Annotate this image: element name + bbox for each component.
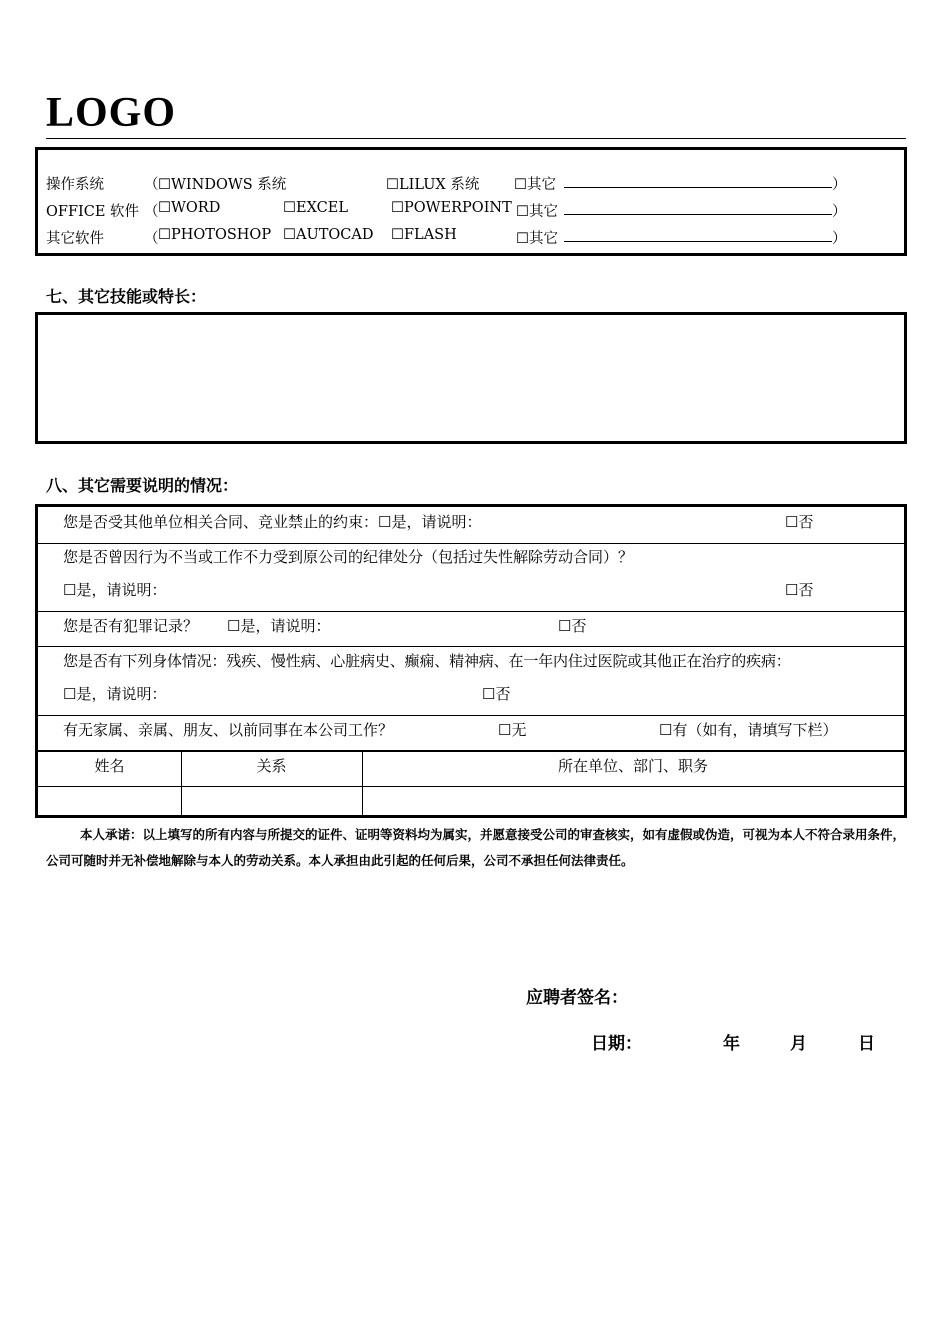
other-other-input[interactable] xyxy=(564,227,832,242)
q3-text: 您是否有犯罪记录？ xyxy=(63,617,199,635)
other-other-checkbox[interactable]: ☐其它 xyxy=(516,231,558,247)
row-divider xyxy=(38,611,904,612)
os-paren-close: ） xyxy=(832,177,847,193)
q3-no-checkbox[interactable]: ☐否 xyxy=(558,617,587,635)
q3-yes-checkbox[interactable]: ☐是，请说明： xyxy=(227,617,331,635)
date-label: 日期： xyxy=(591,1034,642,1054)
q2-text: 您是否曾因行为不当或工作不力受到原公司的纪律处分（包括过失性解除劳动合同）？ xyxy=(63,548,634,566)
os-other-checkbox[interactable]: ☐其它 xyxy=(514,177,556,193)
office-label: OFFICE 软件 xyxy=(46,204,140,220)
other-paren-close: ） xyxy=(832,231,847,247)
row-divider xyxy=(38,646,904,647)
row-divider xyxy=(38,715,904,716)
header-divider xyxy=(46,138,906,139)
q5-no-checkbox[interactable]: ☐无 xyxy=(498,721,527,739)
os-linux-checkbox[interactable]: ☐LILUX 系统 xyxy=(386,177,480,193)
date-month: 月 xyxy=(790,1034,807,1054)
os-windows-checkbox[interactable]: ☐WINDOWS 系统 xyxy=(158,177,287,193)
office-other-checkbox[interactable]: ☐其它 xyxy=(516,204,558,220)
q2-yes-checkbox[interactable]: ☐是，请说明： xyxy=(63,581,167,599)
relative-employer-cell[interactable] xyxy=(362,787,904,815)
other-photoshop-checkbox[interactable]: ☐PHOTOSHOP xyxy=(158,227,272,243)
other-software-label: 其它软件 xyxy=(46,231,104,247)
office-word-checkbox[interactable]: ☐WORD xyxy=(158,200,221,216)
other-flash-checkbox[interactable]: ☐FLASH xyxy=(391,227,457,243)
os-other-input[interactable] xyxy=(564,173,832,188)
signature-label: 应聘者签名： xyxy=(526,988,628,1008)
os-paren-open: （ xyxy=(144,177,159,193)
q4-yes-checkbox[interactable]: ☐是，请说明： xyxy=(63,685,167,703)
office-other-input[interactable] xyxy=(564,200,832,215)
other-paren-open: （ xyxy=(144,231,159,247)
q1-no-checkbox[interactable]: ☐否 xyxy=(785,513,814,531)
table-header-employer: 所在单位、部门、职务 xyxy=(557,757,708,775)
relative-name-cell[interactable] xyxy=(38,787,181,815)
table-header-relation: 关系 xyxy=(256,757,287,775)
date-day: 日 xyxy=(858,1034,875,1054)
table-header-name: 姓名 xyxy=(94,757,125,775)
date-year: 年 xyxy=(723,1034,740,1054)
section7-title: 七、其它技能或特长： xyxy=(46,287,207,306)
applicant-pledge: 本人承诺：以上填写的所有内容与所提交的证件、证明等资料均为属实，并愿意接受公司的审查核实，如有虚假或伪造，可视为本人不符合录用条件，公司可随时并无补偿地解除与本人的劳动关系。本人承担由此引起的任何后果，公司不承担任何法律责任。 xyxy=(46,827,906,868)
office-excel-checkbox[interactable]: ☐EXCEL xyxy=(283,200,348,216)
q5-text: 有无家属、亲属、朋友、以前同事在本公司工作？ xyxy=(63,721,394,739)
row-divider xyxy=(38,750,904,752)
q4-no-checkbox[interactable]: ☐否 xyxy=(482,685,511,703)
q5-yes-checkbox[interactable]: ☐有（如有，请填写下栏） xyxy=(659,721,838,739)
office-powerpoint-checkbox[interactable]: ☐POWERPOINT xyxy=(391,200,512,216)
row-divider xyxy=(38,543,904,544)
office-paren-open: （ xyxy=(144,204,159,220)
section8-title: 八、其它需要说明的情况： xyxy=(46,476,239,495)
company-logo: LOGO xyxy=(46,90,177,136)
q1-text: 您是否受其他单位相关合同、竞业禁止的约束：☐是，请说明： xyxy=(63,513,482,531)
other-autocad-checkbox[interactable]: ☐AUTOCAD xyxy=(283,227,374,243)
os-label: 操作系统 xyxy=(46,177,104,193)
skills-textarea[interactable] xyxy=(35,312,907,444)
q2-no-checkbox[interactable]: ☐否 xyxy=(785,581,814,599)
office-paren-close: ） xyxy=(832,204,847,220)
relative-relation-cell[interactable] xyxy=(181,787,362,815)
q4-text: 您是否有下列身体情况：残疾、慢性病、心脏病史、癫痫、精神病、在一年内住过医院或其他正在治疗的疾病： xyxy=(63,652,791,670)
